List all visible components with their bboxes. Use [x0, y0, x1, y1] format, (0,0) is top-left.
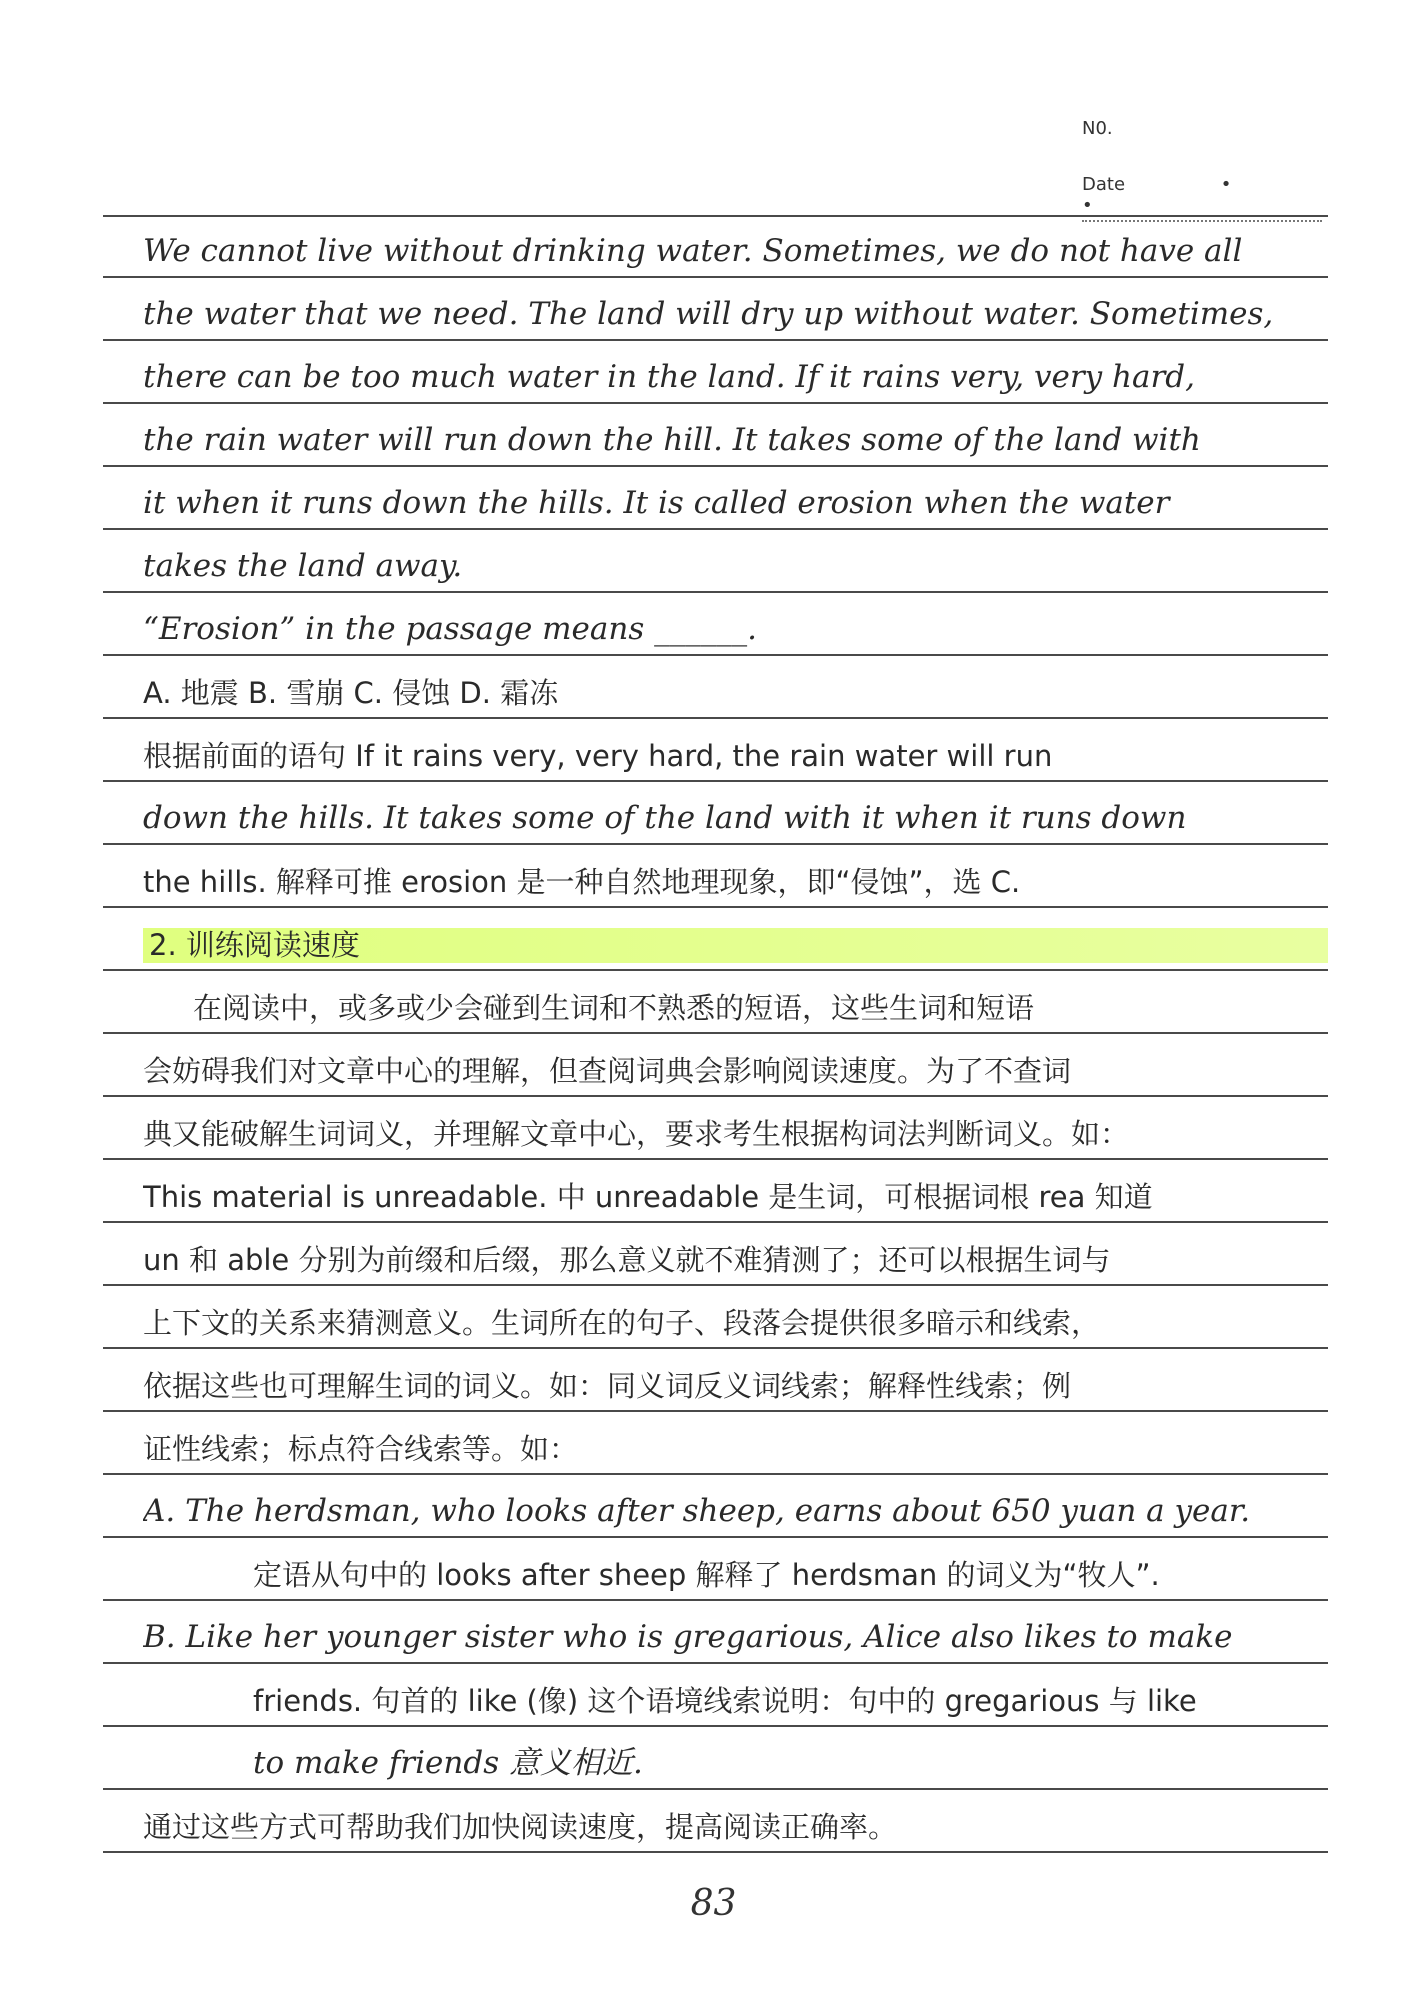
line-text: This material is unreadable. 中 unreadable 是生词，可根据词根 rea 知道 — [143, 1180, 1153, 1215]
text-line — [103, 1223, 1328, 1286]
text-line — [103, 1790, 1328, 1853]
page-number: 83 — [690, 1883, 737, 1924]
text-line — [103, 845, 1328, 908]
line-text: it when it runs down the hills. It is called erosion when the water — [143, 484, 1170, 521]
text-line — [103, 593, 1328, 656]
text-line — [103, 1097, 1328, 1160]
text-line — [103, 1601, 1328, 1664]
line-text: “Erosion” in the passage means ______. — [143, 610, 757, 647]
line-text: takes the land away. — [143, 547, 463, 584]
text-line — [103, 341, 1328, 404]
line-text: We cannot live without drinking water. Sometimes, we do not have all — [143, 232, 1243, 269]
text-line — [103, 278, 1328, 341]
line-text: A. 地震 B. 雪崩 C. 侵蚀 D. 霜冻 — [143, 676, 559, 711]
text-line — [103, 782, 1328, 845]
text-line — [103, 1160, 1328, 1223]
line-text: 定语从句中的 looks after sheep 解释了 herdsman 的词义为“牧人”. — [253, 1558, 1160, 1593]
line-text: 会妨碍我们对文章中心的理解，但查阅词典会影响阅读速度。为了不查词 — [143, 1054, 1072, 1089]
text-line — [103, 530, 1328, 593]
date-label: Date — [1082, 174, 1126, 195]
no-label: N0. — [1082, 118, 1113, 139]
line-text: 根据前面的语句 If it rains very, very hard, the rain water will run — [143, 739, 1053, 774]
line-text: the water that we need. The land will dry up without water. Sometimes, — [143, 295, 1274, 332]
ruled-lines — [0, 215, 1427, 1853]
line-text: B. Like her younger sister who is gregarious, Alice also likes to make — [143, 1618, 1233, 1655]
date-dots: • • — [1082, 174, 1282, 216]
line-text: un 和 able 分别为前缀和后缀，那么意义就不难猜测了；还可以根据生词与 — [143, 1243, 1111, 1278]
text-line — [103, 1727, 1328, 1790]
text-line — [103, 656, 1328, 719]
text-line — [103, 404, 1328, 467]
line-text: the rain water will run down the hill. It takes some of the land with — [143, 421, 1201, 458]
line-text: friends. 句首的 like (像) 这个语境线索说明：句中的 gregarious 与 like — [253, 1684, 1197, 1719]
line-text: the hills. 解释可推 erosion 是一种自然地理现象，即“侵蚀”，选 C. — [143, 865, 1021, 900]
text-line — [103, 215, 1328, 278]
line-text: 证性线索；标点符合线索等。如： — [143, 1432, 579, 1467]
text-line — [103, 1412, 1328, 1475]
line-text: 在阅读中，或多或少会碰到生词和不熟悉的短语，这些生词和短语 — [193, 991, 1035, 1026]
text-line — [103, 971, 1328, 1034]
line-text: A. The herdsman, who looks after sheep, earns about 650 yuan a year. — [143, 1492, 1251, 1529]
line-text: 典又能破解生词词义，并理解文章中心，要求考生根据构词法判断词义。如： — [143, 1117, 1130, 1152]
line-text: down the hills. It takes some of the land with it when it runs down — [143, 799, 1187, 836]
line-text: there can be too much water in the land. If it rains very, very hard, — [143, 358, 1195, 395]
line-text: 依据这些也可理解生词的词义。如：同义词反义词线索；解释性线索；例 — [143, 1369, 1072, 1404]
text-line — [103, 1286, 1328, 1349]
line-text: to make friends 意义相近. — [253, 1744, 643, 1781]
text-line — [103, 1538, 1328, 1601]
page-header — [1082, 118, 1322, 230]
section-heading: 2. 训练阅读速度 — [143, 928, 1328, 963]
no-field — [1082, 118, 1322, 174]
text-line — [103, 1475, 1328, 1538]
text-line — [103, 1349, 1328, 1412]
line-text: 通过这些方式可帮助我们加快阅读速度，提高阅读正确率。 — [143, 1810, 898, 1845]
text-line — [103, 1664, 1328, 1727]
text-line — [103, 467, 1328, 530]
text-line — [103, 1034, 1328, 1097]
text-line — [103, 908, 1328, 971]
text-line — [103, 719, 1328, 782]
line-text: 上下文的关系来猜测意义。生词所在的句子、段落会提供很多暗示和线索， — [143, 1306, 1101, 1341]
